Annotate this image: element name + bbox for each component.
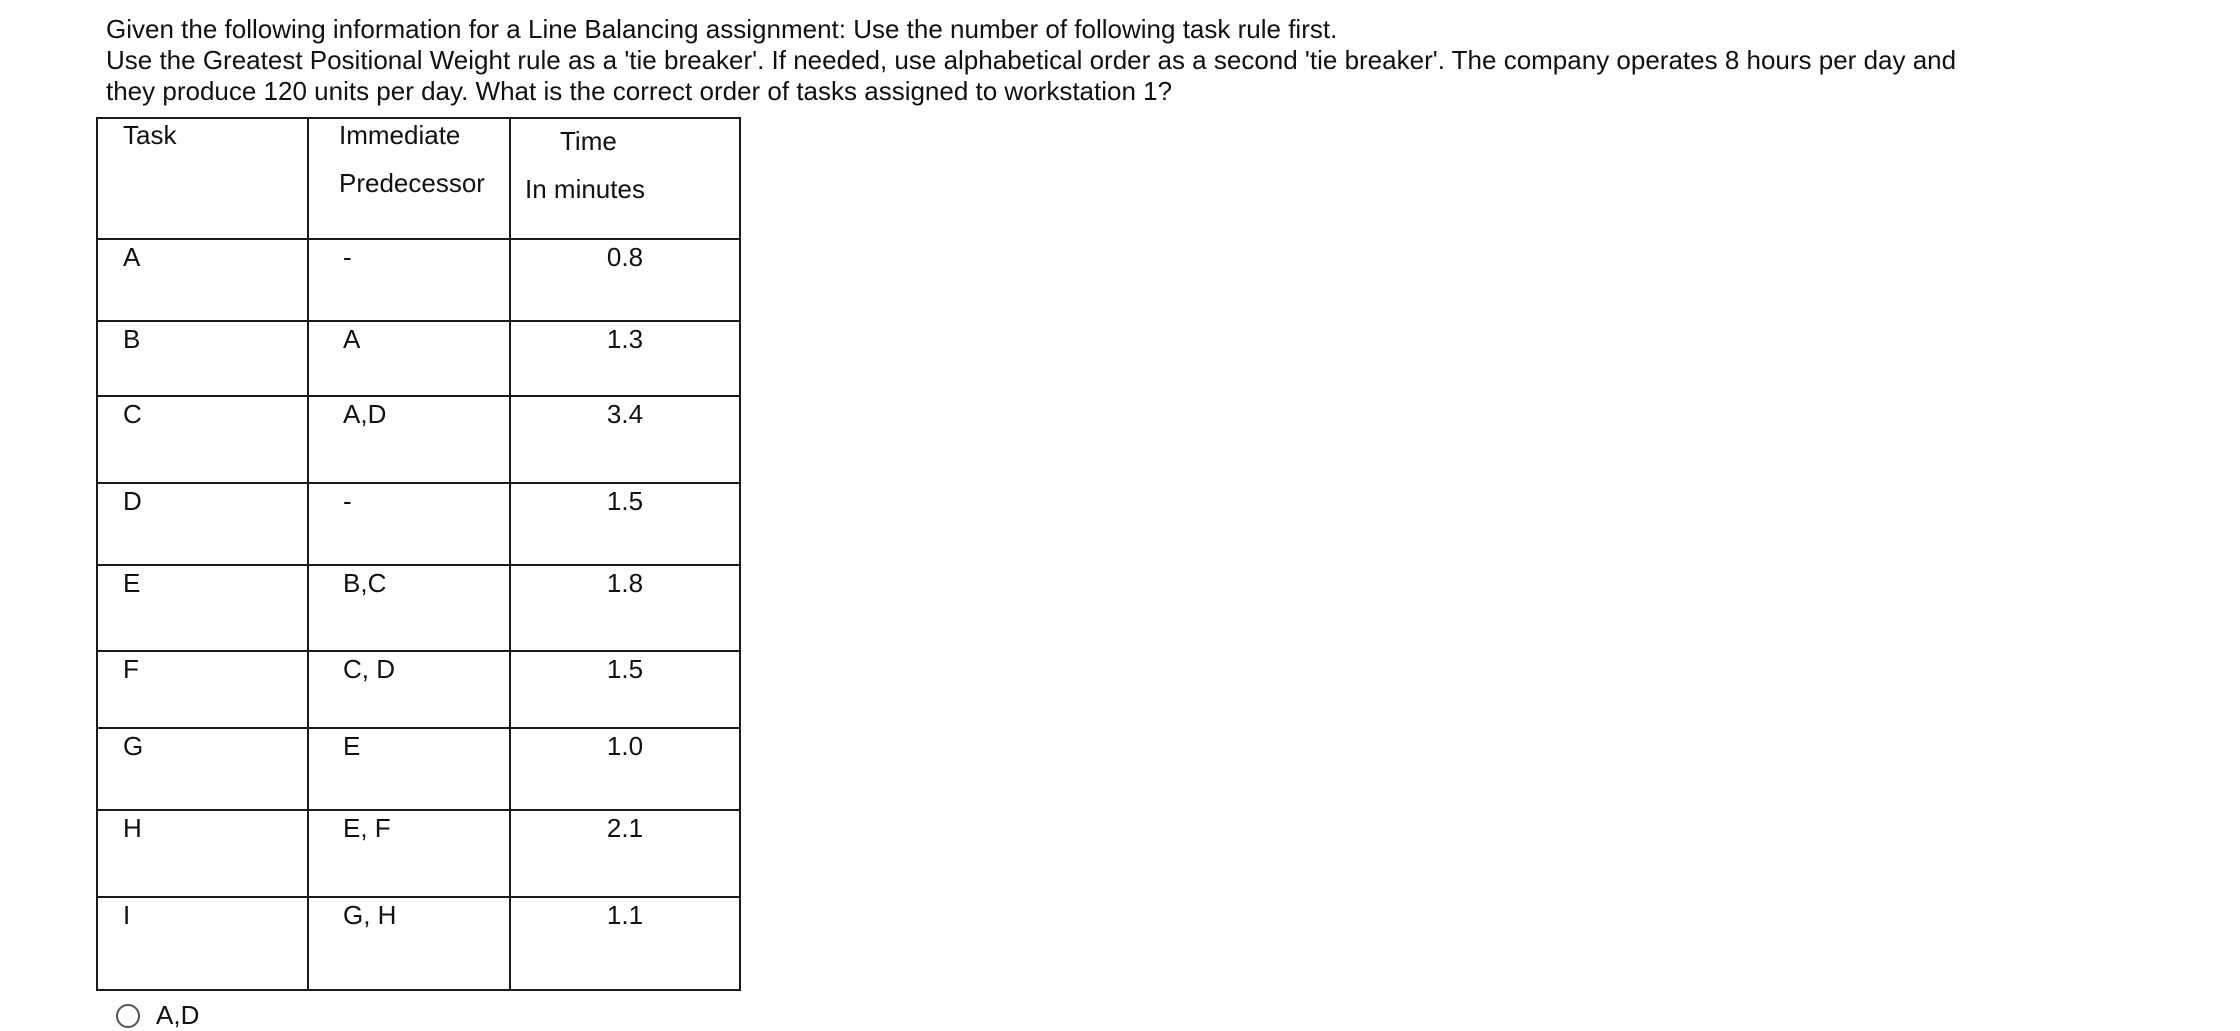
time-cell: 0.8 [510, 239, 740, 321]
answer-option[interactable] [116, 1000, 199, 1031]
predecessor-cell: E [308, 728, 510, 810]
table-row [97, 565, 740, 651]
predecessor-cell: - [308, 239, 510, 321]
predecessor-cell: G, H [308, 897, 510, 990]
task-table [96, 117, 741, 991]
time-cell: 1.8 [510, 565, 740, 651]
predecessor-cell: A [308, 321, 510, 396]
task-cell: D [97, 483, 308, 565]
predecessor-cell: - [308, 483, 510, 565]
task-cell: E [97, 565, 308, 651]
question-text [106, 14, 1986, 107]
question-line-2: Use the Greatest Positional Weight rule as a 'tie breaker'. If needed, use alphabetical order as a second 'tie breaker'. The company operates 8 hours per day and they produce 120 units per day. What is the correct order of tasks assigned to workstation 1? [106, 45, 1957, 106]
time-cell: 1.5 [510, 651, 740, 728]
table-row [97, 728, 740, 810]
header-time-line-2: In minutes [525, 174, 645, 204]
time-cell: 1.3 [510, 321, 740, 396]
header-time-line-1: Time [560, 126, 617, 156]
time-cell: 1.0 [510, 728, 740, 810]
task-cell: F [97, 651, 308, 728]
header-immediate-predecessor [308, 118, 510, 239]
table-row [97, 651, 740, 728]
table-row [97, 239, 740, 321]
table-header-row [97, 118, 740, 239]
task-cell: I [97, 897, 308, 990]
task-cell: C [97, 396, 308, 483]
predecessor-cell: E, F [308, 810, 510, 897]
table-row [97, 321, 740, 396]
predecessor-cell: A,D [308, 396, 510, 483]
task-cell: H [97, 810, 308, 897]
time-cell: 2.1 [510, 810, 740, 897]
task-cell: B [97, 321, 308, 396]
predecessor-cell: B,C [308, 565, 510, 651]
header-pred-line-2: Predecessor [339, 168, 485, 198]
answer-option-label: A,D [156, 1000, 200, 1030]
time-cell: 1.5 [510, 483, 740, 565]
table-row [97, 810, 740, 897]
task-cell: G [97, 728, 308, 810]
time-cell: 1.1 [510, 897, 740, 990]
question-line-1: Given the following information for a Line Balancing assignment: Use the number of following task rule first. [106, 14, 1338, 44]
task-cell: A [97, 239, 308, 321]
radio-button[interactable] [116, 1004, 140, 1028]
table-row [97, 897, 740, 990]
header-time [510, 118, 740, 239]
header-task: Task [97, 118, 308, 239]
time-cell: 3.4 [510, 396, 740, 483]
header-pred-line-1: Immediate [339, 120, 461, 150]
predecessor-cell: C, D [308, 651, 510, 728]
table-row [97, 483, 740, 565]
table-row [97, 396, 740, 483]
